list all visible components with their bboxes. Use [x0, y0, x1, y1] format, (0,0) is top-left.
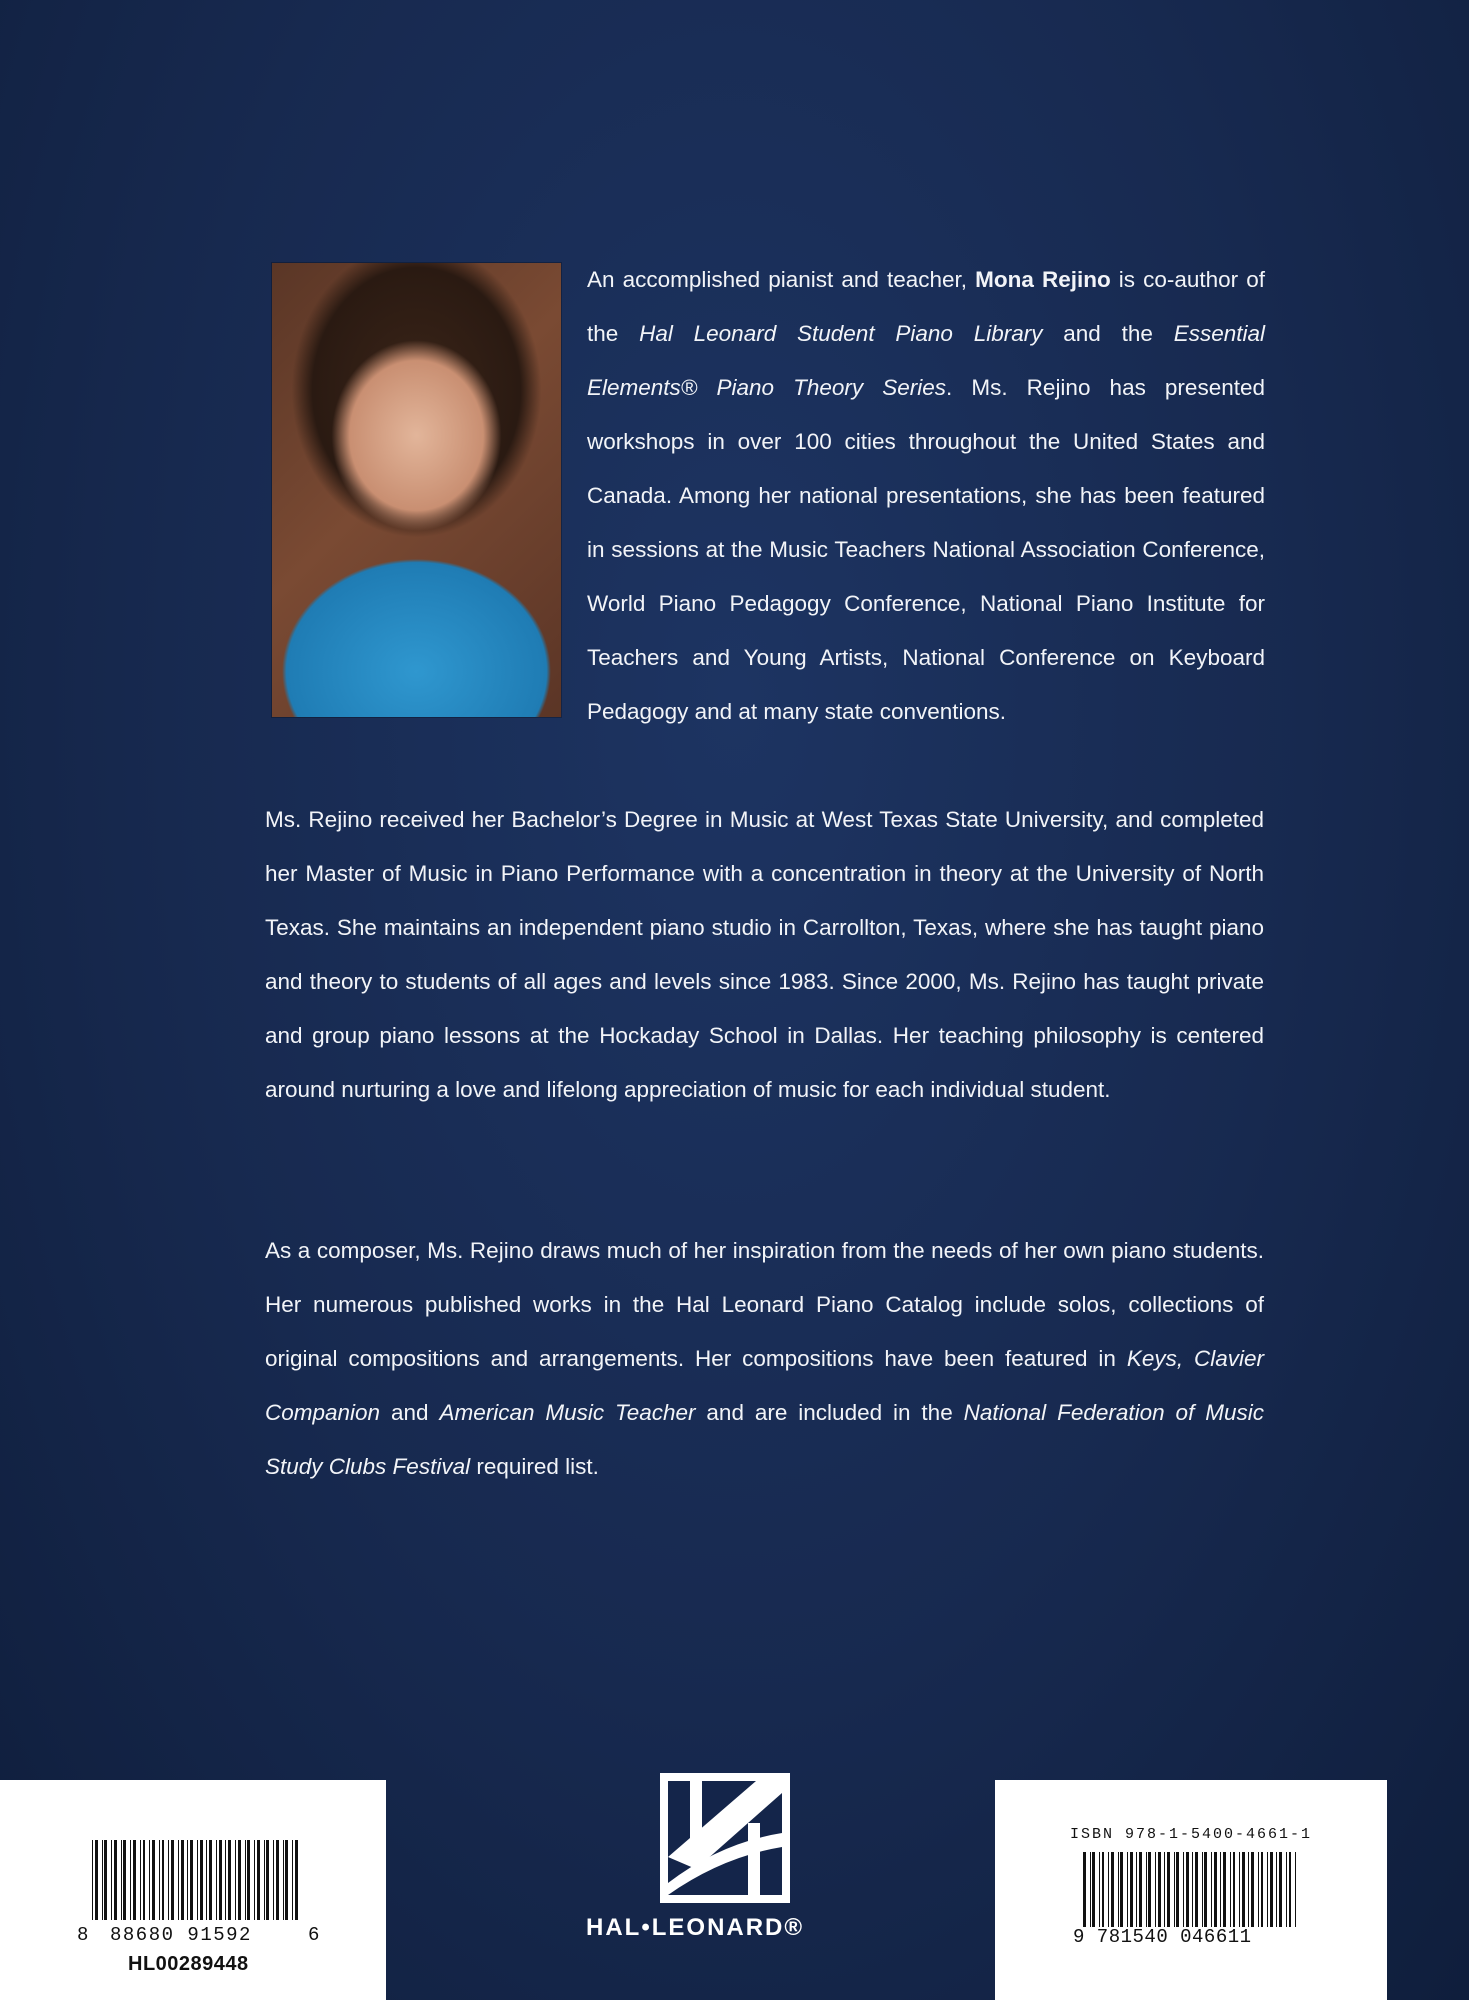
isbn-barcode: [1083, 1852, 1298, 1927]
bio-text-run: and the: [1042, 321, 1174, 346]
barcode-bar: [1296, 1852, 1298, 1927]
author-photo: [272, 263, 561, 717]
bio-text-run: required list.: [470, 1454, 599, 1479]
isbn-digits: 9 781540 046611: [1073, 1926, 1252, 1948]
bio-text-run: Mona Rejino: [975, 267, 1111, 292]
upc-digits: 88680 91592: [110, 1924, 252, 1946]
bio-text-run: is co-author of the: [587, 267, 1266, 346]
hal-leonard-logo-icon: [660, 1773, 790, 1903]
bio-text-run: . Ms. Rejino has presented workshops in over 100 cities throughout the United States and Canada. Among her national presentations, she has been featured in sessions at the Music Teachers National Association Conference, World Piano Pedagogy Conference, National Piano Institute for Teachers and Young Artists, National Conference on Keyboard Pedagogy and at many state conventions.: [587, 375, 1265, 724]
bio-text-run: As a composer, Ms. Rejino draws much of her inspiration from the needs of her own piano students. Her numerous published works in the Hal Leonard Piano Catalog include solos, collections of original compositions and arrangements. Her compositions have been featured in: [265, 1238, 1264, 1371]
barcode-bar: [298, 1840, 302, 1920]
bio-paragraph-1: [587, 253, 1265, 739]
upc-first-digit: 8: [77, 1924, 90, 1946]
bio-text-run: Keys, Clavier Companion: [265, 1346, 1264, 1425]
bio-text-run: Hal Leonard Student Piano Library: [639, 321, 1043, 346]
bio-text-run: and are included in the: [695, 1400, 964, 1425]
bio-paragraph-3: [265, 1224, 1264, 1494]
bio-text-run: National Federation of Music Study Clubs Festival: [265, 1400, 1264, 1479]
upc-barcode: [92, 1840, 302, 1920]
bio-paragraph-2: [265, 793, 1264, 1117]
product-code: HL00289448: [128, 1953, 249, 1975]
upc-last-digit: 6: [308, 1924, 321, 1946]
publisher-logo-text: HAL•LEONARD®: [586, 1914, 805, 1941]
bio-text-run: An accomplished pianist and teacher,: [587, 267, 976, 292]
bio-text-run: and: [380, 1400, 440, 1425]
bio-text-run: Ms. Rejino received her Bachelor’s Degree in Music at West Texas State University, and completed her Master of Music in Piano Performance with a concentration in theory at the University of North Texas. She maintains an independent piano studio in Carrollton, Texas, where she has taught piano and theory to students of all ages and levels since 1983. Since 2000, Ms. Rejino has taught private and group piano lessons at the Hockaday School in Dallas. Her teaching philosophy is centered around nurturing a love and lifelong appreciation of music for each individual student.: [265, 807, 1264, 1102]
bio-text-run: Essential Elements® Piano Theory Series: [587, 321, 1265, 400]
bio-text-run: American Music Teacher: [439, 1400, 696, 1425]
isbn-number: ISBN 978-1-5400-4661-1: [1070, 1826, 1313, 1843]
